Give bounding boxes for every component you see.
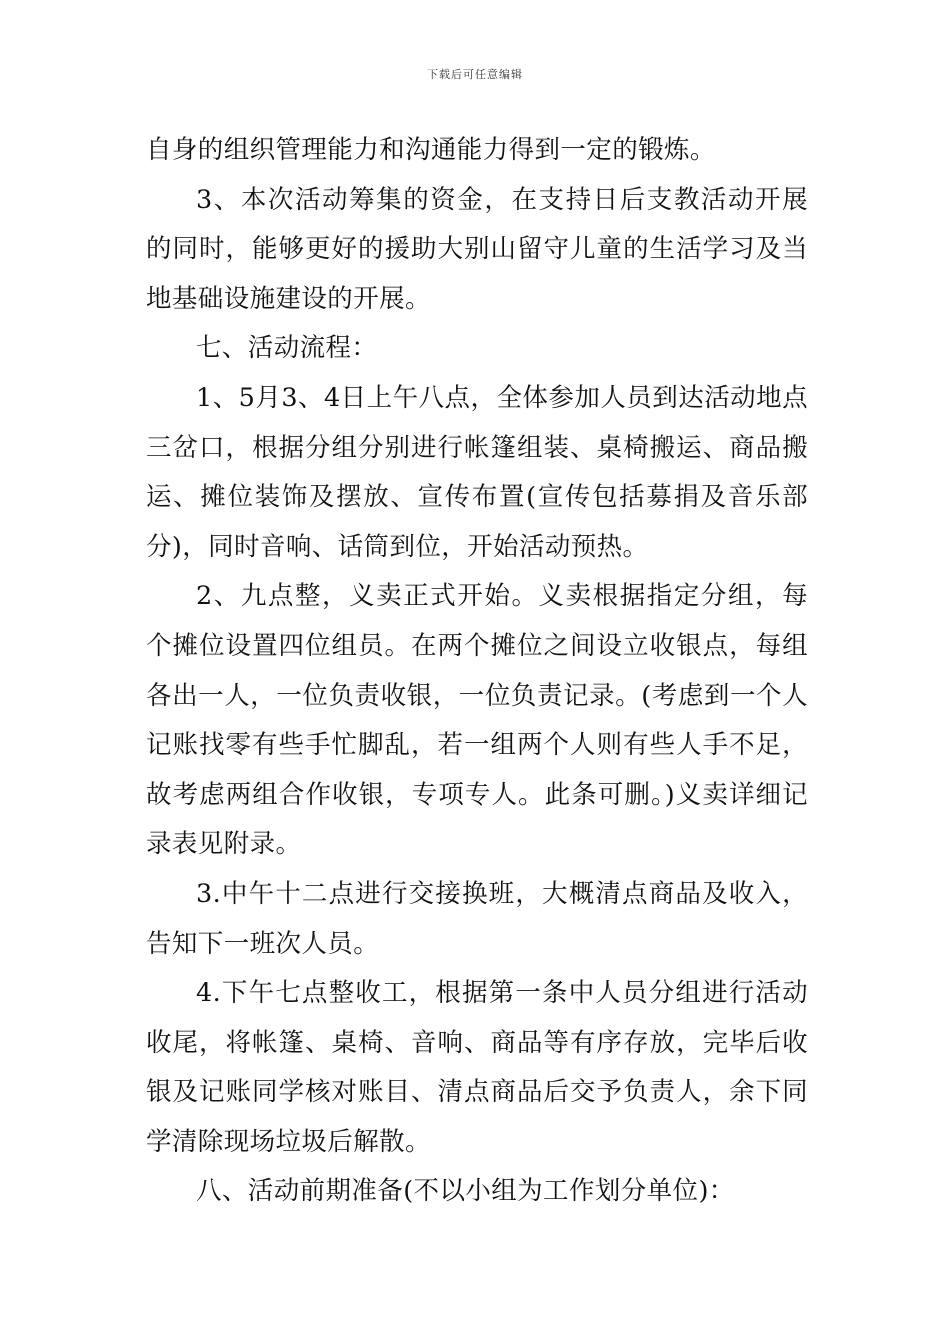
document-body: [146, 126, 808, 1217]
paragraph-step-2: 2、九点整，义卖正式开始。义卖根据指定分组，每个摊位设置四位组员。在两个摊位之间设立收银点，每组各出一人，一位负责收银，一位负责记录。(考虑到一个人记账找零有些手忙脚乱，若一组两个人则有些人手不足，故考虑两组合作收银，专项专人。此条可删。)义卖详细记录表见附录。: [146, 581, 808, 860]
paragraph-step-3: 3.中午十二点进行交接换班，大概清点商品及收入，告知下一班次人员。: [146, 878, 808, 959]
paragraph-2: 3、本次活动筹集的资金，在支持日后支教活动开展的同时，能够更好的援助大别山留守儿童的生活学习及当地基础设施建设的开展。: [146, 184, 808, 314]
paragraph-step-4: 4.下午七点整收工，根据第一条中人员分组进行活动收尾，将帐篷、桌椅、音响、商品等有序存放，完毕后收银及记账同学核对账目、清点商品后交予负责人，余下同学清除现场垃圾后解散。: [146, 978, 808, 1157]
section-heading-8: 八、活动前期准备(不以小组为工作划分单位)：: [196, 1176, 735, 1207]
section-heading-7: 七、活动流程：: [196, 333, 378, 364]
paragraph-step-1: 1、5月3、4日上午八点，全体参加人员到达活动地点三岔口，根据分组分别进行帐篷组装、桌椅搬运、商品搬运、摊位装饰及摆放、宣传布置(宣传包括募捐及音乐部分)，同时音响、话筒到位，开始活动预热。: [146, 382, 808, 562]
paragraph-1: 自身的组织管理能力和沟通能力得到一定的锻炼。: [146, 135, 716, 165]
page-header: 下载后可任意编辑: [427, 68, 523, 81]
